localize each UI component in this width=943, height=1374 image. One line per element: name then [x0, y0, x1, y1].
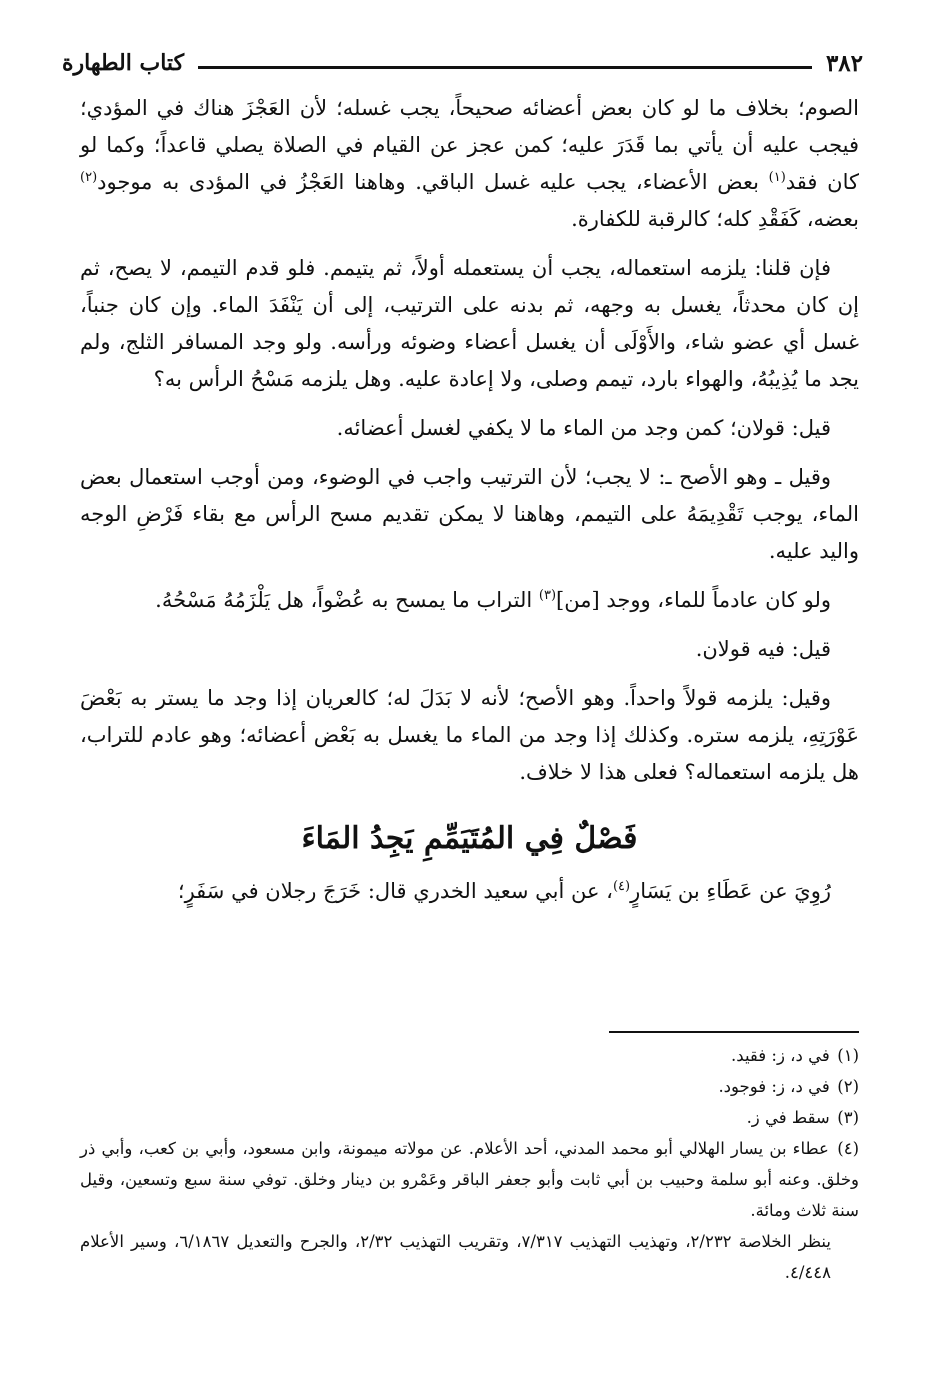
footnote-marker[interactable]: (٤)	[612, 879, 631, 894]
footnote-number: (٤)	[837, 1139, 860, 1158]
book-title: كتاب الطهارة	[62, 50, 185, 76]
footnote-text: سقط في ز.	[746, 1108, 830, 1127]
footnote	[80, 1133, 859, 1226]
footnote-separator	[609, 1031, 859, 1033]
paragraph: وقيل ـ وهو الأصح ـ: لا يجب؛ لأن الترتيب واجب في الوضوء، ومن أوجب استعمال بعض الماء، يوجب تَقْدِيمَهُ على التيمم، وهاهنا لا يمكن تقديم مسح الرأس مع بقاء فَرْضِ الوجه واليد عليه.	[80, 465, 859, 563]
footnote-number: (٣)	[837, 1108, 859, 1127]
footnote-marker[interactable]: (٢)	[80, 170, 98, 185]
footnote	[80, 1102, 859, 1133]
footnote-text: في د، ز: فوجود.	[718, 1077, 830, 1096]
footnote-marker[interactable]: (٣)	[538, 588, 557, 603]
header-rule	[198, 66, 812, 69]
paragraph: فإن قلنا: يلزمه استعماله، يجب أن يستعمله أولاً، ثم يتيمم. فلو قدم التيمم، لا يصح، ثم إن كان محدثاً، يغسل به وجهه، ثم بدنه على الترتيب، إلى أن يَنْفَدَ الماء. وإن كان جنباً، غسل أي عضو شاء، والأَوْلَى أن يغسل أعضاء وضوئه ورأسه. ولو وجد المسافر الثلج، ولم يجد ما يُذِيبُهُ، والهواء بارد، تيمم وصلى، ولا إعادة عليه. وهل يلزمه مَسْحُ الرأس به؟	[80, 256, 859, 391]
paragraph: الصوم؛ بخلاف ما لو كان بعض أعضائه صحيحاً، يجب غسله؛ لأن العَجْزَ هناك في المؤدي؛ فيجب عليه أن يأتي بما قَدَرَ عليه؛ كمن عجز عن القيام في الصلاة يصلي قاعداً؛ وكما لو كان فقد$^{(١)}$ بعض الأعضاء، يجب عليه غسل الباقي. وهاهنا العَجْزُ في المؤدى به موجود$^{(٢)}$ بعضه، كَفَقْدِ كله؛ كالرقبة للكفارة.	[80, 96, 859, 231]
paragraph: وقيل: يلزمه قولاً واحداً. وهو الأصح؛ لأنه لا بَدَلَ له؛ كالعريان إذا وجد ما يستر به بَعْضَ عَوْرَتِهِ، يلزمه ستره. وكذلك إذا وجد من الماء ما يغسل به بَعْض أعضائه؛ وهو عادم للتراب، هل يلزمه استعماله؟ فعلى هذا لا خلاف.	[80, 686, 859, 784]
footnote	[80, 1071, 859, 1102]
page-header	[62, 46, 863, 80]
footnote-number: (١)	[837, 1046, 859, 1065]
footnote	[80, 1040, 859, 1071]
paragraph: قيل: قولان؛ كمن وجد من الماء ما لا يكفي لغسل أعضائه.	[336, 416, 831, 440]
footnotes	[80, 1040, 859, 1288]
section-heading: فَصْلٌ فِي المُتَيَمِّمِ يَجِدُ المَاءَ	[301, 821, 638, 856]
footnote-text: في د، ز: فقيد.	[731, 1046, 830, 1065]
paragraph: قيل: فيه قولان.	[695, 637, 831, 661]
paragraph: ولو كان عادماً للماء، ووجد [من]$^{(٣)}$ التراب ما يمسح به عُضْواً، هل يَلْزَمُهُ مَسْحُهُ.	[155, 588, 831, 612]
main-text	[80, 90, 859, 922]
footnote-number: (٢)	[837, 1077, 859, 1096]
footnote-references: ينظر الخلاصة ٢/٢٣٢، وتهذيب التهذيب ٧/٣١٧، وتقريب التهذيب ٢/٣٢، والجرح والتعديل ٦/١٨٦٧، وسير الأعلام ٤/٤٤٨.	[80, 1232, 831, 1282]
section-opening: رُوِيَ عن عَطَاءِ بن يَسَارٍ$^{(٤)}$، عن أبي سعيد الخدري قال: خَرَجَ رجلان في سَفَرٍ؛	[177, 879, 831, 903]
footnote-text: عطاء بن يسار الهلالي أبو محمد المدني، أحد الأعلام. عن مولاته ميمونة، وابن مسعود، وأبي بن كعب، وأبي ذر وخلق. وعنه أبو سلمة وحبيب بن أبي ثابت وأبو جعفر الباقر وعَمْرو بن دينار وخلق. توفي سنة سبع وتسعين، وقيل سنة ثلاث ومائة.	[80, 1139, 859, 1220]
footnote-marker[interactable]: (١)	[768, 170, 786, 185]
page-number: ٣٨٢	[825, 49, 863, 77]
